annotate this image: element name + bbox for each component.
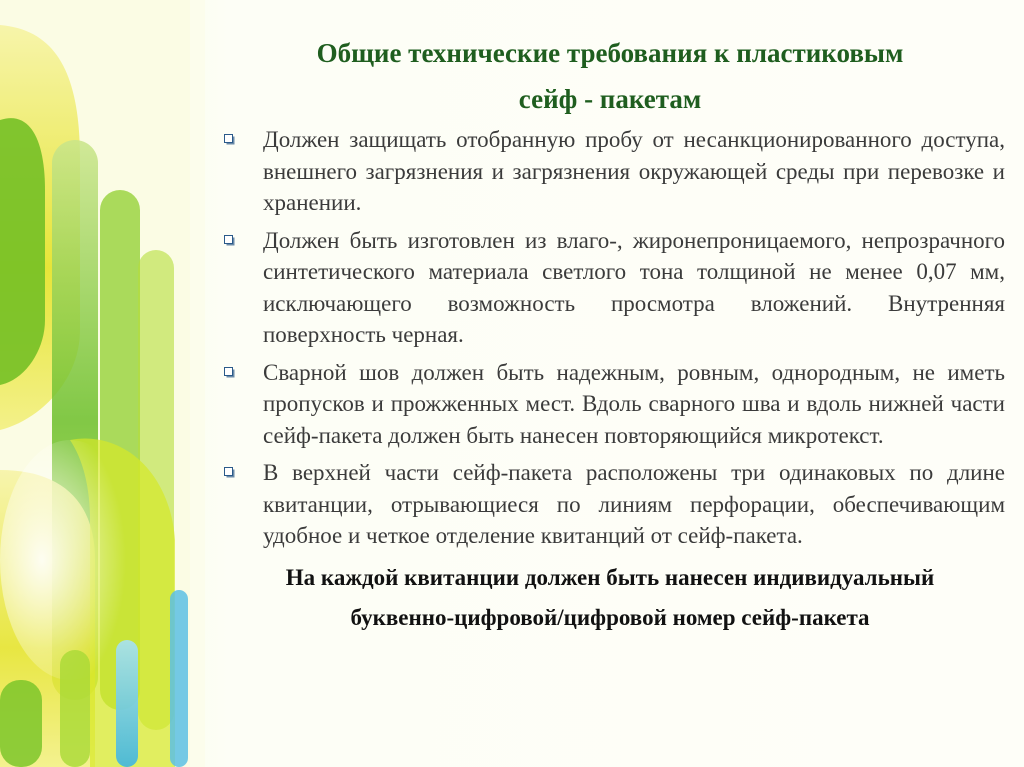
footer-note-line: На каждой квитанции должен быть нанесен индивидуальный — [285, 564, 935, 590]
footer-note-line: буквенно-цифровой/цифровой номер сейф-пакета — [350, 604, 870, 630]
square-bullet-icon — [224, 367, 235, 378]
slide-title — [215, 30, 1005, 122]
list-item-text: В верхней части сейф-пакета расположены три одинаковых по длине квитанции, отрывающиеся по линиям перфорации, обеспечивающим удобное и четкое отделение квитанций от сейф-пакета. — [263, 460, 1005, 548]
list-item-text: Должен защищать отобранную пробу от несанкционированного доступа, внешнего загрязнения и загрязнения окружающей среды при перевозке и хранении. — [263, 127, 1005, 215]
list-item-text: Сварной шов должен быть надежным, ровным, однородным, не иметь пропусков и прожженных мест. Вдоль сварного шва и вдоль нижней части сейф-пакета должен быть нанесен повторяющийся микротекст. — [263, 359, 1005, 448]
slide-title-line: сейф - пакетам — [518, 84, 702, 114]
list-item — [215, 225, 1005, 351]
slide-content — [215, 30, 1005, 750]
footer-note — [215, 558, 1005, 638]
list-item-text: Должен быть изготовлен из влаго-, жиронепроницаемого, непрозрачного синтетического материала светлого тона толщиной не менее 0,07 мм, исключающего возможность просмотра вложений. Внутренняя поверхность черная. — [263, 227, 1005, 347]
square-bullet-icon — [224, 134, 235, 145]
square-bullet-icon — [224, 467, 235, 478]
requirements-list — [215, 124, 1005, 552]
list-item — [215, 124, 1005, 219]
list-item — [215, 357, 1005, 452]
decorative-side-panel — [0, 0, 205, 767]
square-bullet-icon — [224, 235, 235, 246]
list-item — [215, 457, 1005, 552]
slide-title-line: Общие технические требования к пластиковым — [316, 38, 904, 68]
